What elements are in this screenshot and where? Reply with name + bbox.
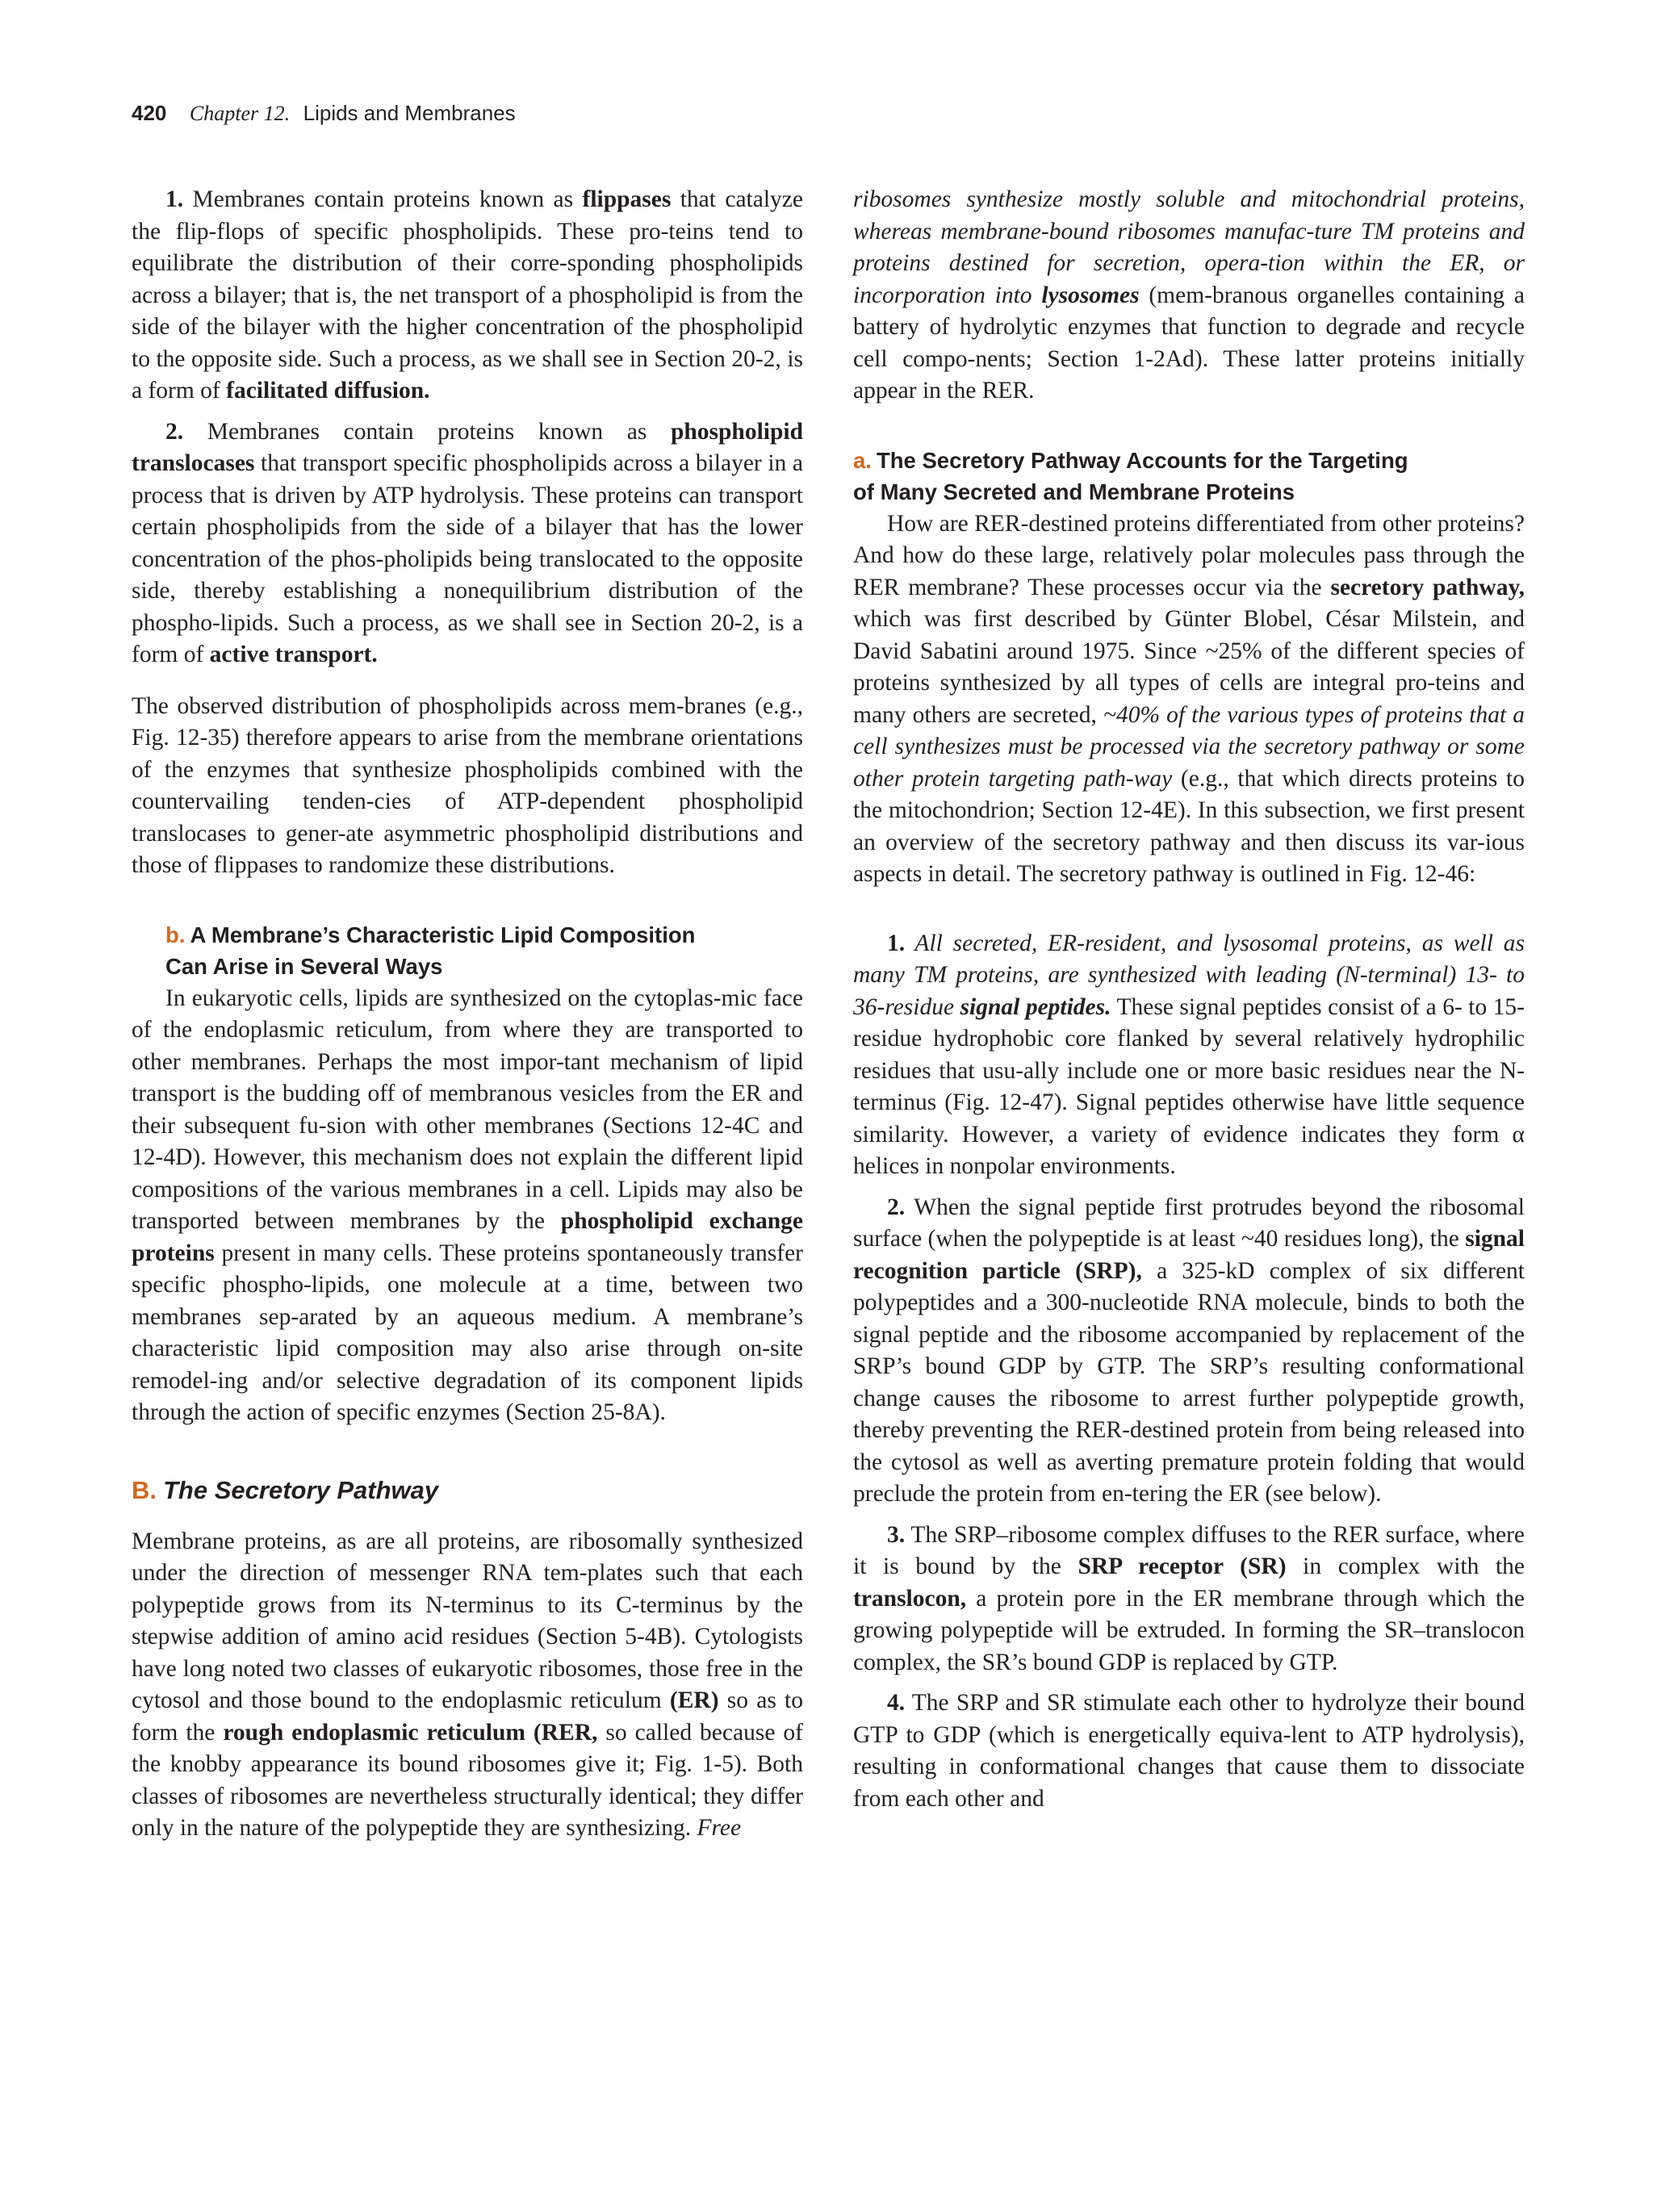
lipid-composition-paragraph: In eukaryotic cells, lipids are synthesized on the cytoplas-mic face of the endoplasmic reticulum, from where they are transported to other membranes. Perhaps the most impor-tant mechanism of lipid transport is the budding off of membranous vesicles from the ER and their subsequent fu-sion with other membranes (Sections 12-4C and 12-4D). However, this mechanism does not explain the different lipid compositions of the various membranes in a cell. Lipids may also be transported between membranes by the phospholipid exchange proteins present in many cells. These proteins spontaneously transfer specific phospho-lipids, one molecule at a time, between two membranes sep-arated by an aqueous medium. A membrane’s characteristic lipid composition may also arise through on-site remodel-ing and/or selective degradation of its component lipids through the action of specific enzymes (Section 25-8A). bbox=[132, 985, 803, 1425]
gtp-hydrolysis-item: 4. The SRP and SR stimulate each other to hydrolyze their bound GTP to GDP (which is energetically equiva-lent to ATP hydrolysis), resulting in conformational changes that cause them to dissociate from each other and bbox=[853, 1690, 1525, 1812]
chapter-title: Lipids and Membranes bbox=[303, 101, 516, 125]
running-head bbox=[132, 100, 516, 127]
signal-peptides-item: 1. All secreted, ER-resident, and lysosomal proteins, as well as many TM proteins, are synthesized with leading (N-terminal) 13- to 36-residue signal peptides. These signal peptides consist of a 6- to 15-residue hydrophobic core flanked by several relatively hydrophilic residues that usu-ally include one or more basic residues near the N-terminus (Fig. 12-47). Signal peptides otherwise have little sequence similarity. However, a variety of evidence indicates they form α helices in nonpolar environments. bbox=[853, 930, 1525, 1179]
page-number: 420 bbox=[132, 101, 167, 125]
chapter-label: Chapter 12. bbox=[189, 102, 291, 125]
left-column bbox=[132, 184, 803, 1845]
secretory-pathway-paragraph: How are RER-destined proteins differentiated from other proteins? And how do these large, relatively polar molecules pass through the RER membrane? These processes occur via the secretory pathway, which was first described by Günter Blobel, César Milstein, and David Sabatini around 1975. Since ~25% of the different species of proteins synthesized by all types of cells are integral pro-teins and many others are secreted, ~40% of the various types of proteins that a cell synthesizes must be processed via the secretory pathway or some other protein targeting path-way (e.g., that which directs proteins to the mitochondrion; Section 12-4E). In this subsection, we first present an overview of the secretory pathway and then discuss its var-ious aspects in detail. The secretory pathway is outlined in Fig. 12-46: bbox=[853, 510, 1525, 887]
srp-receptor-item: 3. The SRP–ribosome complex diffuses to the RER surface, where it is bound by the SRP receptor (SR) in complex with the translocon, a protein pore in the ER membrane through which the growing polypeptide will be extruded. In forming the SR–translocon complex, the SR’s bound GDP is replaced by GTP. bbox=[853, 1521, 1525, 1675]
srp-item: 2. When the signal peptide first protrudes beyond the ribosomal surface (when the polypeptide is at least ~40 residues long), the signal recognition particle (SRP), a 325-kD complex of six different polypeptides and a 300-nucleotide RNA molecule, binds to both the signal peptide and the ribosome accompanied by replacement of the SRP’s bound GDP by GTP. The SRP’s resulting conformational change causes the ribosome to arrest further polypeptide growth, thereby preventing the RER-destined protein from being released into the cytosol as well as averting premature protein folding that would preclude the protein from en-tering the ER (see below). bbox=[853, 1194, 1525, 1507]
flippases-item: 1. Membranes contain proteins known as flippases that catalyze the flip-flops of specific phospholipids. These pro-teins tend to equilibrate the distribution of their corre-sponding phospholipids across a bilayer; that is, the net transport of a phospholipid is from the side of the bilayer with the higher concentration of the phospholipid to the opposite side. Such a process, as we shall see in Section 20-2, is a form of facilitated diffusion. bbox=[132, 186, 803, 404]
secretory-pathway-intro-paragraph: Membrane proteins, as are all proteins, are ribosomally synthesized under the direction of messenger RNA tem-plates such that each polypeptide grows from its N-terminus to its C-terminus by the stepwise addition of amino acid residues (Section 5-4B). Cytologists have long noted two classes of eukaryotic ribosomes, those free in the cytosol and those bound to the endoplasmic reticulum (ER) so as to form the rough endoplasmic reticulum (RER, so called because of the knobby appearance its bound ribosomes give it; Fig. 1-5). Both classes of ribosomes are nevertheless structurally identical; they differ only in the nature of the polypeptide they are synthesizing. Free bbox=[132, 1528, 804, 1841]
ribosome-continuation-paragraph: ribosomes synthesize mostly soluble and mitochondrial proteins, whereas membrane-bound ribosomes manufac-ture TM proteins and proteins destined for secretion, opera-tion within the ER, or incorporation into lysosomes (mem-branous organelles containing a battery of hydrolytic enzymes that function to degrade and recycle cell compo-nents; Section 1-2Ad). These latter proteins initially appear in the RER. bbox=[853, 186, 1525, 404]
section-heading-B: B. The Secretory Pathway bbox=[132, 1475, 439, 1504]
right-column bbox=[853, 184, 1525, 1815]
subsection-heading-b: b. A Membrane’s Characteristic Lipid Composition Can Arise in Several Ways bbox=[165, 922, 696, 979]
translocases-item: 2. Membranes contain proteins known as phospholipid translocases that transport specific phospholipids across a bilayer in a process that is driven by ATP hydrolysis. These proteins can transport certain phospholipids from the side of a bilayer that has the lower concentration of the phos-pholipids being translocated to the opposite side, thereby establishing a nonequilibrium distribution of the phospho-lipids. Such a process, as we shall see in Section 20-2, is a form of active transport. bbox=[132, 418, 803, 667]
subsection-heading-a: a. The Secretory Pathway Accounts for the Targeting of Many Secreted and Membrane Proteins bbox=[853, 447, 1408, 504]
observed-distribution-paragraph: The observed distribution of phospholipids across mem-branes (e.g., Fig. 12-35) therefore appears to arise from the membrane orientations of the enzymes that synthesize phospholipids combined with the countervailing tenden-cies of ATP-dependent phospholipid translocases to gener-ate asymmetric phospholipid distributions and those of flippases to randomize these distributions. bbox=[132, 692, 803, 878]
